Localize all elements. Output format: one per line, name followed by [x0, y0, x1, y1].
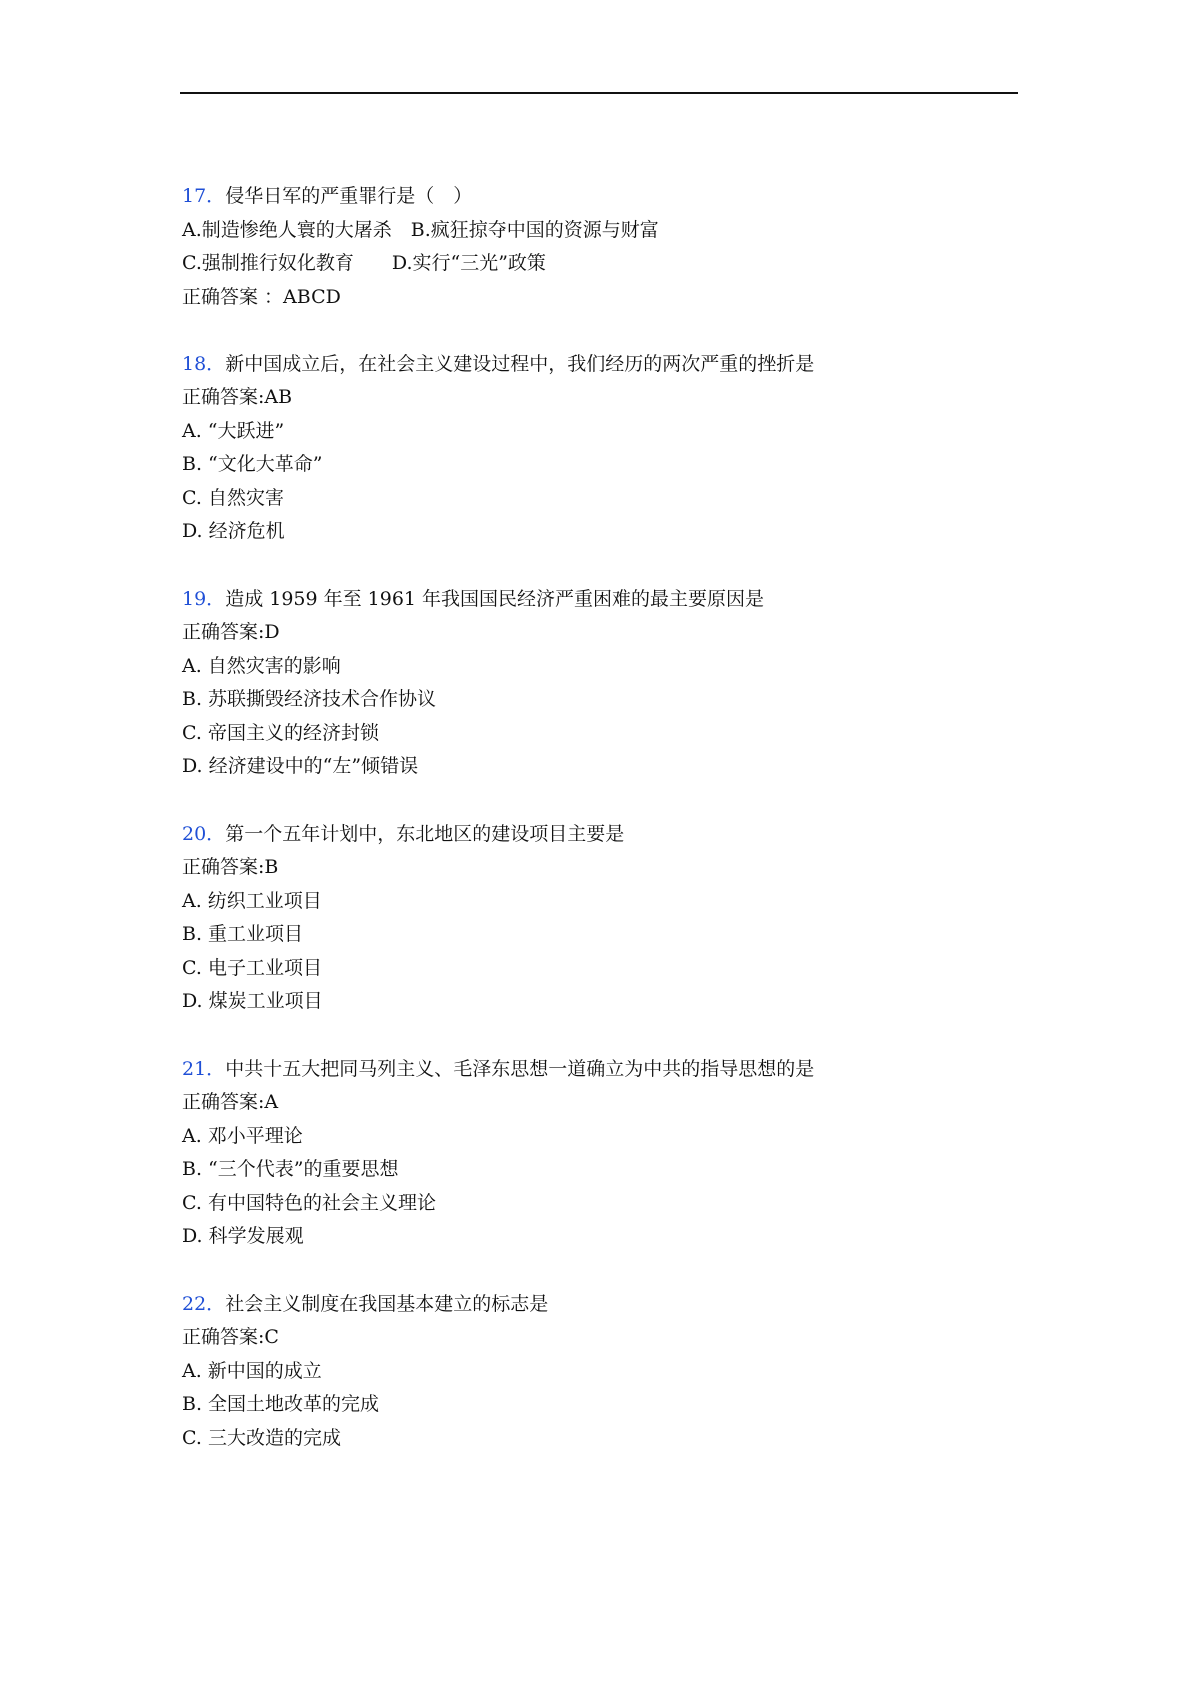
option-c: C. 自然灾害	[182, 487, 284, 509]
question-20-stem	[182, 822, 624, 846]
question-number: 17．	[182, 185, 226, 207]
question-number: 20．	[182, 823, 226, 845]
option-c: C. 帝国主义的经济封锁	[182, 722, 379, 744]
option-b: B. “三个代表”的重要思想	[182, 1158, 399, 1180]
question-text: 第一个五年计划中，东北地区的建设项目主要是	[225, 823, 625, 845]
question-text: 新中国成立后，在社会主义建设过程中，我们经历的两次严重的挫折是	[225, 353, 815, 375]
question-text: 中共十五大把同马列主义、毛泽东思想一道确立为中共的指导思想的是	[225, 1058, 815, 1080]
question-21-stem	[182, 1057, 814, 1081]
option-a: A. 自然灾害的影响	[182, 655, 341, 677]
question-18-stem	[182, 352, 814, 376]
answer-line: 正确答案:C	[182, 1326, 279, 1348]
option-b: B. 重工业项目	[182, 923, 304, 945]
question-text: 造成 1959 年至 1961 年我国国民经济严重困难的最主要原因是	[225, 588, 765, 610]
answer-line: 正确答案:B	[182, 856, 279, 878]
option-a: A. 纺织工业项目	[182, 890, 322, 912]
option-b: B. 全国土地改革的完成	[182, 1393, 380, 1415]
answer-line: 正确答案:A	[182, 1091, 279, 1113]
answer-line: 正确答案 ：ABCD	[182, 286, 341, 308]
option-d: D. 经济危机	[182, 520, 285, 542]
question-number: 18．	[182, 353, 226, 375]
question-number: 22．	[182, 1293, 226, 1315]
option-d: D. 科学发展观	[182, 1225, 304, 1247]
option-a: A. “大跃进”	[182, 420, 285, 442]
option-line: A.制造惨绝人寰的大屠杀 B.疯狂掠夺中国的资源与财富	[182, 219, 659, 241]
option-line: C.强制推行奴化教育 D.实行“三光”政策	[182, 252, 546, 274]
option-b: B. 苏联撕毁经济技术合作协议	[182, 688, 437, 710]
option-c: C. 三大改造的完成	[182, 1427, 341, 1449]
question-number: 19．	[182, 588, 226, 610]
option-c: C. 电子工业项目	[182, 957, 322, 979]
answer-line: 正确答案:D	[182, 621, 280, 643]
option-b: B. “文化大革命”	[182, 453, 323, 475]
question-number: 21．	[182, 1058, 226, 1080]
question-text: 侵华日军的严重罪行是（ ）	[225, 185, 473, 207]
question-text: 社会主义制度在我国基本建立的标志是	[225, 1293, 549, 1315]
question-17-stem	[182, 184, 472, 208]
option-a: A. 邓小平理论	[182, 1125, 303, 1147]
answer-line: 正确答案:AB	[182, 386, 293, 408]
option-d: D. 煤炭工业项目	[182, 990, 323, 1012]
question-22-stem	[182, 1292, 548, 1316]
question-19-stem	[182, 587, 764, 611]
option-a: A. 新中国的成立	[182, 1360, 322, 1382]
option-d: D. 经济建设中的“左”倾错误	[182, 755, 419, 777]
option-c: C. 有中国特色的社会主义理论	[182, 1192, 436, 1214]
header-rule	[180, 92, 1018, 94]
